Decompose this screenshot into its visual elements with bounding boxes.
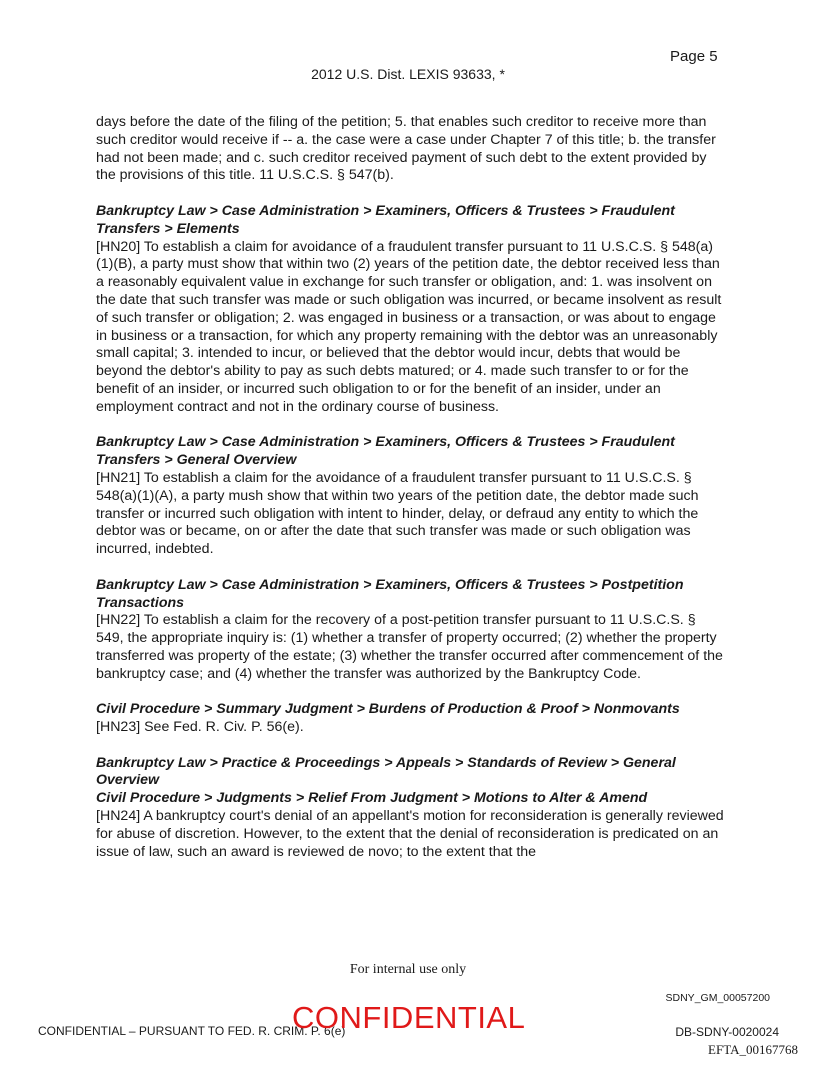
headnote-text: [HN23] See Fed. R. Civ. P. 56(e).	[96, 719, 304, 736]
intro-paragraph: days before the date of the filing of the petition; 5. that enables such creditor to receive more than such creditor would receive if -- a. the case were a case under Chapter 7 of this title; b. the transfer had not been made; and c. such creditor received payment of such debt to the extent provided by the provisions of this title. 11 U.S.C.S. § 547(b).	[96, 114, 716, 184]
confidential-stamp: CONFIDENTIAL	[292, 1000, 526, 1035]
headnote-section-hn24	[96, 755, 724, 862]
headnote-text: [HN22] To establish a claim for the recovery of a post-petition transfer pursuant to 11 U.S.C.S. § 549, the appropriate inquiry is: (1) whether a transfer of property occurred; (2) whether the property transferred was property of the estate; (3) whether the transfer occurred after commencement of the bankruptcy case; and (4) whether the transfer was authorized by the Bankruptcy Code.	[96, 612, 723, 682]
headnote-topic-heading-secondary: Civil Procedure > Judgments > Relief From Judgment > Motions to Alter & Amend	[96, 790, 648, 807]
bates-number-sdny: SDNY_GM_00057200	[665, 992, 770, 1004]
headnote-topic-heading: Bankruptcy Law > Case Administration > Examiners, Officers & Trustees > Fraudulent Transfers > General Overview	[96, 434, 675, 469]
headnote-topic-heading: Civil Procedure > Summary Judgment > Burdens of Production & Proof > Nonmovants	[96, 701, 680, 718]
headnote-section-hn23	[96, 701, 724, 737]
headnote-section-hn20	[96, 203, 724, 417]
headnote-topic-heading: Bankruptcy Law > Case Administration > Examiners, Officers & Trustees > Fraudulent Transfers > Elements	[96, 202, 675, 237]
headnote-text: [HN21] To establish a claim for the avoidance of a fraudulent transfer pursuant to 11 U.S.C.S. § 548(a)(1)(A), a party mush show that within two years of the petition date, the debtor made such transfer or incurred such obligation with intent to hinder, delay, or defraud any entity to which the debtor was or became, on or after the date that such transfer was made or such obligation was incurred, indebted.	[96, 469, 699, 558]
bates-number-db: DB-SDNY-0020024	[675, 1025, 779, 1039]
internal-use-notice: For internal use only	[349, 962, 467, 977]
bates-number-efta: EFTA_00167768	[708, 1042, 798, 1057]
headnote-topic-heading: Bankruptcy Law > Case Administration > Examiners, Officers & Trustees > Postpetition Transactions	[96, 576, 684, 611]
case-citation: 2012 U.S. Dist. LEXIS 93633, *	[311, 66, 505, 82]
page-number: Page 5	[670, 48, 718, 65]
headnote-text: [HN20] To establish a claim for avoidance of a fraudulent transfer pursuant to 11 U.S.C.S. § 548(a)(1)(B), a party must show that within two (2) years of the petition date, the debtor received less than a reasonably equivalent value in exchange for such transfer or obligation, and: 1. was insolvent on the date that such transfer was made or such obligation was incurred, or became insolvent as result of such transfer or obligation; 2. was engaged in business or a transaction, or was about to engage in business or a transaction, for which any property remaining with the debtor was an unreasonably small capital; 3. intended to incur, or believed that the debtor would incur, debts that would be beyond the debtor's ability to pay as such debts matured; or 4. made such transfer to or for the benefit of an insider, or incurred such obligation to or for the benefit of an insider, under an employment contract and not in the ordinary course of business.	[96, 238, 722, 415]
headnote-text: [HN24] A bankruptcy court's denial of an appellant's motion for reconsideration is generally reviewed for abuse of discretion. However, to the extent that the denial of reconsideration is predicated on an issue of law, such an award is reviewed de novo; to the extent that the	[96, 808, 724, 860]
headnote-section-hn22	[96, 577, 724, 684]
confidentiality-notice: CONFIDENTIAL – PURSUANT TO FED. R. CRIM. P. 6(e)	[38, 1024, 346, 1038]
headnote-topic-heading: Bankruptcy Law > Practice & Proceedings > Appeals > Standards of Review > General Overview	[96, 754, 676, 789]
document-body	[96, 114, 724, 861]
headnote-section-hn21	[96, 434, 724, 559]
